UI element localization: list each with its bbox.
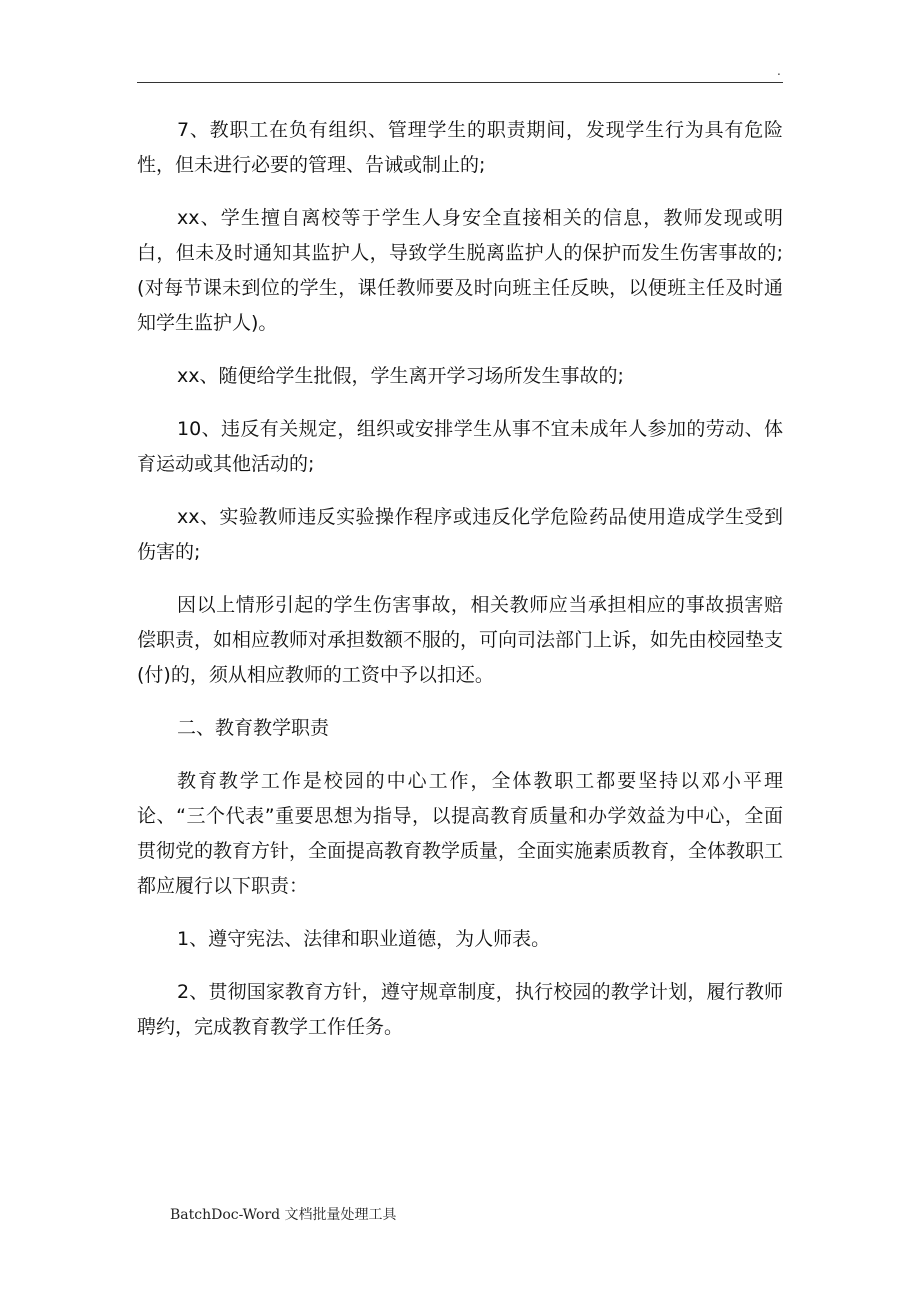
document-body [137,113,783,1063]
paragraph-student-leaving: xx、学生擅自离校等于学生人身安全直接相关的信息，教师发现或明白，但未及时通知其监护人，导致学生脱离监护人的保护而发生伤害事故的;(对每节课未到位的学生，课任教师要及时向班主任反映，以便班主任及时通知学生监护人)。 [137,207,783,334]
paragraph-teaching-center: 教育教学工作是校园的中心工作，全体教职工都要坚持以邓小平理论、“三个代表”重要思想为指导，以提高教育质量和办学效益为中心，全面贯彻党的教育方针，全面提高教育教学质量，全面实施素质教育，全体教职工都应履行以下职责： [137,770,784,897]
paragraph-lab-safety: xx、实验教师违反实验操作程序或违反化学危险药品使用造成学生受到伤害的; [137,506,783,563]
paragraph-duty-2: 2、贯彻国家教育方针，遵守规章制度，执行校园的教学计划，履行教师聘约，完成教育教学工作任务。 [137,981,783,1038]
header-marker: . [777,64,781,78]
paragraph-duty-1: 1、遵守宪法、法律和职业道德，为人师表。 [177,928,551,950]
footer-text: BatchDoc-Word 文档批量处理工具 [170,1207,397,1223]
paragraph-item-7: 7、教职工在负有组织、管理学生的职责期间，发现学生行为具有危险性，但未进行必要的管理、告诫或制止的; [137,119,783,176]
paragraph-item-10: 10、违反有关规定，组织或安排学生从事不宜未成年人参加的劳动、体育运动或其他活动的; [137,418,783,475]
section-heading-teaching-duties: 二、教育教学职责 [177,717,330,739]
header-rule [137,82,783,83]
paragraph-leave-approval: xx、随便给学生批假，学生离开学习场所发生事故的; [177,365,624,387]
paragraph-liability: 因以上情形引起的学生伤害事故，相关教师应当承担相应的事故损害赔偿职责，如相应教师对承担数额不服的，可向司法部门上诉，如先由校园垫支(付)的，须从相应教师的工资中予以扣还。 [137,594,784,686]
